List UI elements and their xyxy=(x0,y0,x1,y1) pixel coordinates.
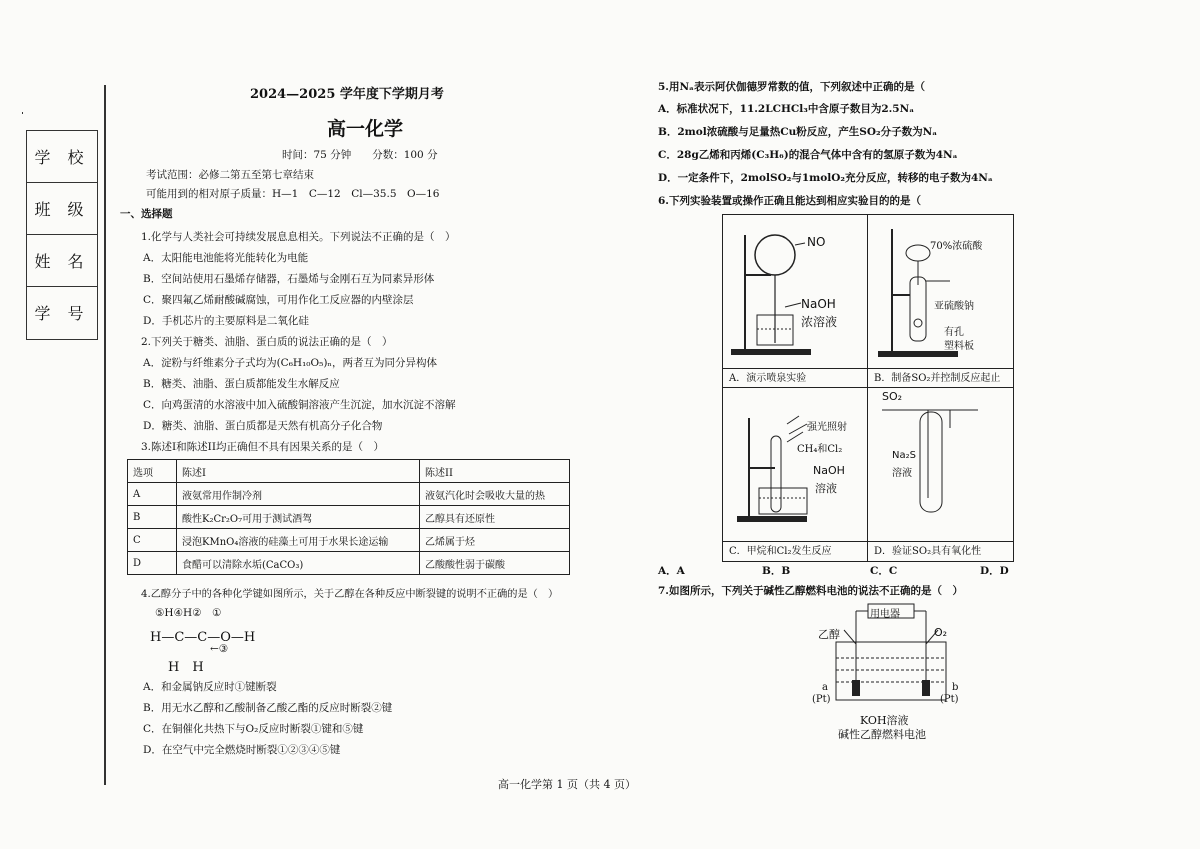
caption-c: C．甲烷和Cl₂发生反应 xyxy=(723,541,868,561)
label-koh: KOH溶液 xyxy=(860,714,909,727)
info-id: 学 号 xyxy=(34,304,90,323)
table-header: 陈述II xyxy=(420,460,570,483)
label-na2so3: 亚硫酸钠 xyxy=(934,301,974,312)
info-class: 班 级 xyxy=(27,183,97,235)
table-cell: A xyxy=(128,483,177,506)
q4-option-c: C．在铜催化共热下与O₂反应时断裂①键和⑤键 xyxy=(143,723,364,735)
info-name: 姓 名 xyxy=(27,235,97,287)
q1-option-d: D．手机芯片的主要原料是二氧化硅 xyxy=(143,315,309,327)
table-row xyxy=(128,506,570,529)
q3-table xyxy=(127,459,570,575)
exam-scope: 考试范围：必修二第五至第七章结束 xyxy=(146,169,314,181)
table-row xyxy=(128,552,570,575)
label-o2: O₂ xyxy=(934,626,948,639)
q5-option-b: B．2mol浓硫酸与足量热Cu粉反应，产生SO₂分子数为Nₐ xyxy=(658,126,938,138)
table-header: 选项 xyxy=(128,460,177,483)
student-info-box xyxy=(26,130,98,340)
q6-answer-a: A．A xyxy=(658,565,685,577)
label-electrode-b: b xyxy=(952,682,959,693)
label-naoh: NaOH xyxy=(801,297,836,311)
q5-stem: 5.用Nₐ表示阿伏伽德罗常数的值，下列叙述中正确的是（ xyxy=(658,81,925,93)
q2-option-d: D．糖类、油脂、蛋白质都是天然有机高分子化合物 xyxy=(143,420,383,432)
q2-option-c: C．向鸡蛋清的水溶液中加入硫酸铜溶液产生沉淀，加水沉淀不溶解 xyxy=(143,399,456,411)
q2-option-a: A．淀粉与纤维素分子式均为(C₆H₁₀O₅)ₙ，两者互为同分异构体 xyxy=(143,357,437,369)
table-cell: 食醋可以清除水垢(CaCO₃) xyxy=(177,552,420,575)
atomic-masses: 可能用到的相对原子质量：H—1 C—12 Cl—35.5 O—16 xyxy=(146,188,440,200)
q3-stem: 3.陈述I和陈述II均正确但不具有因果关系的是（ ） xyxy=(141,441,384,453)
label-ch4-cl2: CH₄和Cl₂ xyxy=(797,444,843,455)
q1-option-b: B．空间站使用石墨烯存储器，石墨烯与金刚石互为同素异形体 xyxy=(143,273,435,285)
label-h2so4: 70%浓硫酸 xyxy=(930,241,983,252)
table-cell: 液氨常用作制冷剂 xyxy=(177,483,420,506)
binding-tick xyxy=(22,112,23,114)
so2-oxidation-icon xyxy=(868,388,1013,541)
fuel-cell-diagram xyxy=(800,600,970,742)
q2-option-b: B．糖类、油脂、蛋白质都能发生水解反应 xyxy=(143,378,340,390)
label-naoh-c: NaOH xyxy=(813,464,845,477)
methane-chlorine-icon xyxy=(723,388,868,541)
exam-title: 2024—2025 学年度下学期月考 xyxy=(250,87,444,102)
caption-a: A．演示喷泉实验 xyxy=(723,368,868,388)
table-cell: B xyxy=(128,506,177,529)
fuel-cell-caption: 碱性乙醇燃料电池 xyxy=(838,728,926,741)
table-header-row xyxy=(128,460,570,483)
q5-option-a: A．标准状况下，11.2LCHCl₃中含原子数目为2.5Nₐ xyxy=(658,103,915,115)
subject-title: 高一化学 xyxy=(327,118,404,140)
ethanol-bottom-h: H H xyxy=(168,660,204,675)
label-conc-solution: 浓溶液 xyxy=(801,315,838,329)
apparatus-b xyxy=(868,215,1013,388)
label-no: NO xyxy=(807,235,826,249)
time-score: 时间：75 分钟 分数：100 分 xyxy=(282,149,438,161)
label-plate-2: 塑料板 xyxy=(944,341,974,352)
table-header: 陈述I xyxy=(177,460,420,483)
ethanol-structure xyxy=(150,606,290,675)
binding-line xyxy=(104,85,106,785)
q6-answer-b: B．B xyxy=(762,565,791,577)
label-so2: SO₂ xyxy=(882,390,903,403)
label-na2s: Na₂S xyxy=(892,450,916,461)
q1-option-c: C．聚四氟乙烯耐酸碱腐蚀，可用作化工反应器的内壁涂层 xyxy=(143,294,414,306)
table-cell: 乙烯属于烃 xyxy=(420,529,570,552)
apparatus-c xyxy=(723,388,868,561)
label-strong-light: 强光照射 xyxy=(807,422,847,433)
label-pt-b: (Pt) xyxy=(940,694,959,705)
caption-b: B．制备SO₂并控制反应起止 xyxy=(868,368,1013,388)
bond-label-3: ←③ xyxy=(210,643,229,655)
q4-stem: 4.乙醇分子中的各种化学键如图所示，关于乙醇在各种反应中断裂键的说明不正确的是（ ） xyxy=(141,589,559,600)
label-solution-c: 溶液 xyxy=(815,482,837,495)
q1-option-a: A．太阳能电池能将光能转化为电能 xyxy=(143,252,309,264)
q7-stem: 7.如图所示，下列关于碱性乙醇燃料电池的说法不正确的是（ ） xyxy=(658,585,963,597)
label-plate-1: 有孔 xyxy=(944,327,964,338)
q5-option-d: D．一定条件下，2molSO₂与1molO₂充分反应，转移的电子数为4Nₐ xyxy=(658,172,993,184)
q6-stem: 6.下列实验装置或操作正确且能达到相应实验目的的是（ xyxy=(658,195,921,207)
q6-answer-d: D．D xyxy=(980,565,1009,577)
table-cell: 酸性K₂Cr₂O₇可用于测试酒驾 xyxy=(177,506,420,529)
table-cell: 乙醇具有还原性 xyxy=(420,506,570,529)
table-row xyxy=(128,529,570,552)
table-row xyxy=(128,483,570,506)
ethanol-formula: H—C—C—O—H xyxy=(150,630,256,645)
table-cell: 浸泡KMnO₄溶液的硅藻土可用于水果长途运输 xyxy=(177,529,420,552)
fountain-apparatus-icon xyxy=(723,215,868,368)
table-cell: 液氨汽化时会吸收大量的热 xyxy=(420,483,570,506)
page-footer: 高一化学第 1 页（共 4 页） xyxy=(498,778,636,791)
bond-labels-top: ⑤H④H② ① xyxy=(155,607,222,619)
label-electrode-a: a xyxy=(822,682,828,693)
label-solution-d: 溶液 xyxy=(892,468,912,479)
q1-stem: 1.化学与人类社会可持续发展息息相关。下列说法不正确的是（ ） xyxy=(141,231,456,243)
q4-option-a: A．和金属钠反应时①键断裂 xyxy=(143,681,277,693)
apparatus-a xyxy=(723,215,868,388)
label-pt-a: (Pt) xyxy=(812,694,831,705)
table-cell: D xyxy=(128,552,177,575)
q6-apparatus-grid xyxy=(722,214,1014,562)
q5-option-c: C．28g乙烯和丙烯(C₃H₆)的混合气体中含有的氢原子数为4Nₐ xyxy=(658,149,958,161)
q4-option-b: B．用无水乙醇和乙酸制备乙酸乙酯的反应时断裂②键 xyxy=(143,702,393,714)
caption-d: D．验证SO₂具有氧化性 xyxy=(868,541,1013,561)
q4-option-d: D．在空气中完全燃烧时断裂①②③④⑤键 xyxy=(143,744,341,756)
table-cell: 乙酸酸性弱于碳酸 xyxy=(420,552,570,575)
apparatus-d xyxy=(868,388,1013,561)
table-cell: C xyxy=(128,529,177,552)
info-school: 学 校 xyxy=(27,131,97,183)
section-title: 一、选择题 xyxy=(120,208,173,220)
label-electric-device: 用电器 xyxy=(870,609,900,620)
label-ethanol: 乙醇 xyxy=(818,628,840,641)
q2-stem: 2.下列关于糖类、油脂、蛋白质的说法正确的是（ ） xyxy=(141,336,393,348)
q6-answer-c: C．C xyxy=(870,565,898,577)
